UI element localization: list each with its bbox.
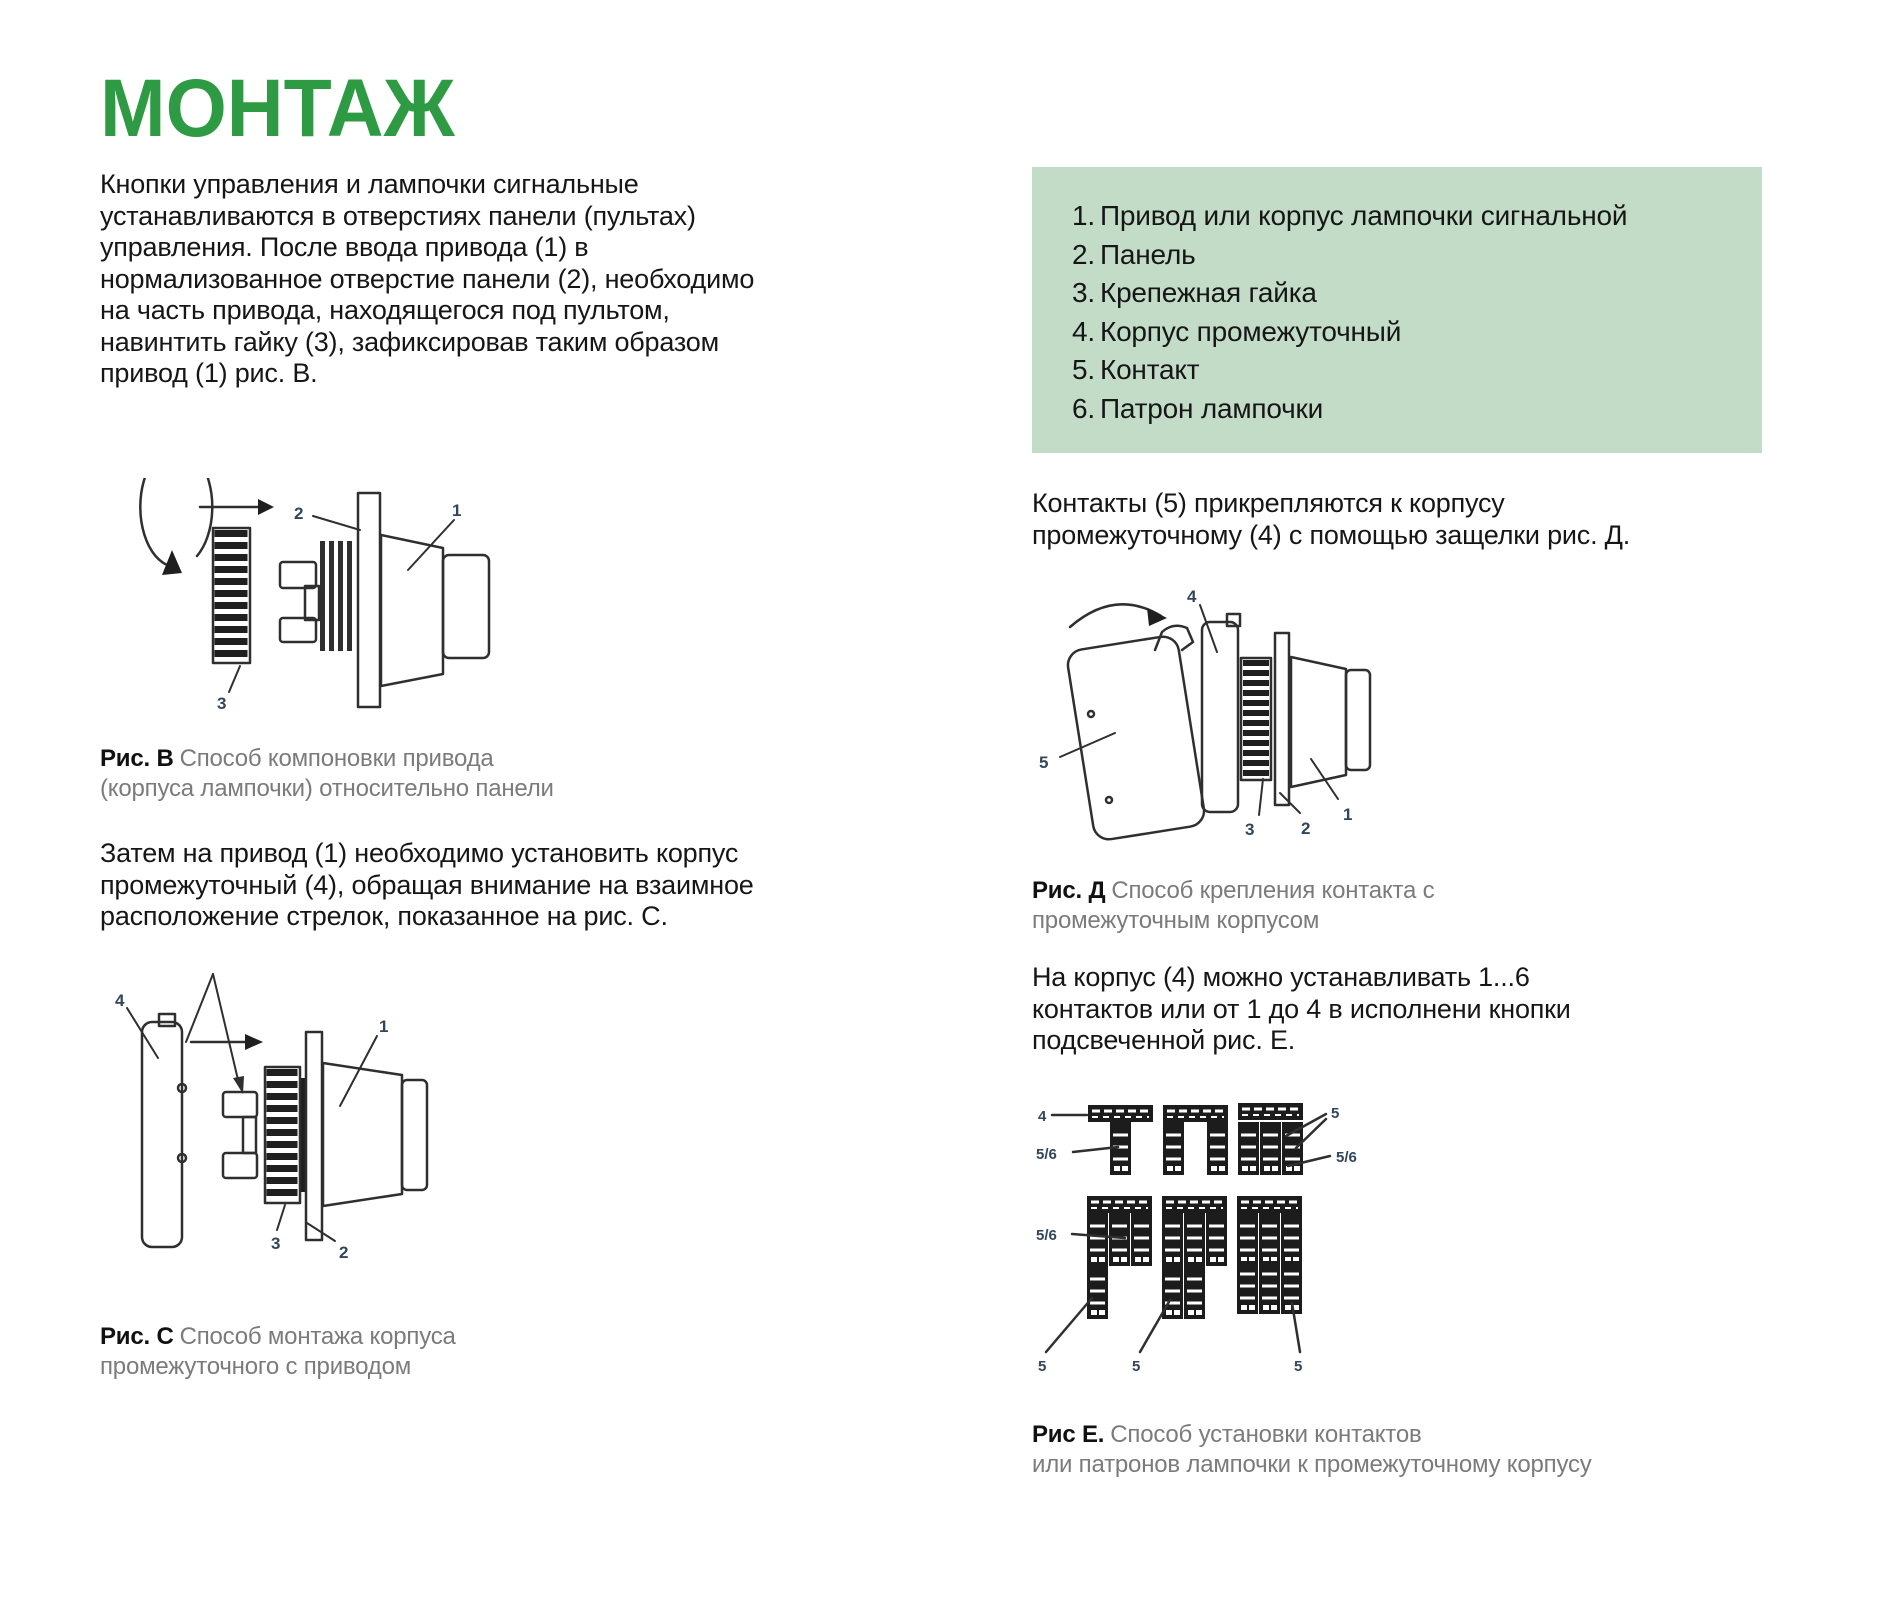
leader-line-5 (1060, 733, 1115, 757)
panel-plate (306, 1032, 322, 1240)
clip-bar (305, 586, 319, 620)
text-line: на часть привода, находящегося под пультом, (100, 295, 670, 325)
figure-e-label-5-c: 5 (1294, 1358, 1303, 1375)
figure-d-label-5: 5 (1039, 753, 1049, 772)
panel-plate (1275, 633, 1289, 805)
button-cap (1346, 670, 1370, 770)
figure-c-caption-label: Рис. C (100, 1323, 174, 1350)
clip-lower (280, 618, 316, 642)
text-line: расположение стрелок, показанное на рис. С. (100, 901, 668, 931)
figure-b-caption-text: Способ компоновки привода (179, 745, 494, 772)
actuator-body (1291, 657, 1346, 787)
figure-b-label-3: 3 (217, 694, 227, 713)
actuator-body (381, 535, 443, 686)
figure-d-label-1: 1 (1343, 805, 1353, 824)
legend-item (1072, 274, 1738, 313)
text-line: На корпус (4) можно устанавливать 1...6 (1032, 962, 1530, 992)
paragraph-step2 (100, 838, 840, 933)
latch-hook (1155, 626, 1193, 650)
figure-d-label-2: 2 (1301, 819, 1311, 838)
clip-lower (223, 1153, 257, 1178)
legend-text: Привод или корпус лампочки сигнальной (1099, 200, 1628, 231)
figure-b-caption-text2: (корпуса лампочки) относительно панели (100, 775, 554, 802)
button-cap (443, 555, 489, 658)
figure-d-caption-text: Способ крепления контакта с (1111, 877, 1435, 904)
actuator-body (323, 1063, 402, 1206)
legend-text: Корпус промежуточный (1099, 315, 1402, 347)
legend-number: 1. (1072, 200, 1095, 231)
housing-tab (159, 1014, 175, 1026)
text-line: промежуточному (4) с помощью защелки рис. Д. (1032, 519, 1631, 550)
legend-item (1072, 197, 1738, 236)
legend-item (1072, 390, 1738, 429)
figure-c-label-3: 3 (271, 1234, 281, 1253)
contact-bump (1106, 797, 1112, 803)
intermediate-housing-plate (1202, 622, 1238, 812)
figure-e-caption-text: Способ установки контактов (1110, 1421, 1422, 1448)
figure-d-caption-label: Рис. Д (1032, 877, 1106, 904)
arrowhead (245, 1034, 263, 1050)
leader-line-3 (277, 1205, 285, 1230)
text-line: Контакты (5) прикрепляются к корпусу (1032, 488, 1505, 518)
figure-c-label-2: 2 (339, 1243, 349, 1262)
contact-block (1066, 634, 1207, 841)
clip-upper (223, 1092, 257, 1117)
figure-d-label-4: 4 (1187, 587, 1197, 606)
legend-item (1072, 236, 1738, 275)
leader-line-2 (313, 516, 360, 530)
figure-e-label-56-top-left: 5/6 (1036, 1146, 1057, 1163)
text-line: Кнопки управления и лампочки сигнальные (100, 169, 639, 199)
figure-c-label-4: 4 (115, 991, 125, 1010)
figure-d-drawing (1035, 572, 1435, 872)
leader-line-5-b (1140, 1300, 1170, 1352)
figure-e-label-5-top-right: 5 (1331, 1105, 1340, 1122)
clip-upper (280, 562, 316, 588)
legend-text: Панель (1099, 238, 1196, 270)
figure-d-caption-text2: промежуточным корпусом (1032, 907, 1320, 934)
legend-item (1072, 351, 1738, 390)
figure-b-label-2: 2 (294, 504, 304, 523)
text-line: Затем на привод (1) необходимо установить корпус (100, 838, 739, 868)
legend-number: 2. (1072, 238, 1095, 270)
figure-e-caption-label: Рис Е. (1032, 1421, 1105, 1448)
text-line: управления. После ввода привода (1) в (100, 232, 589, 262)
figure-c-drawing (95, 968, 495, 1308)
button-cap (402, 1080, 427, 1190)
leader-line-1 (408, 520, 454, 570)
figure-e-label-56-bottom-left: 5/6 (1036, 1227, 1057, 1244)
text-line: подсвеченной рис. Е. (1032, 1025, 1296, 1055)
figure-b-caption (100, 744, 720, 804)
legend-number: 4. (1072, 315, 1095, 347)
page-title: МОНТАЖ (100, 63, 455, 154)
rotation-arrow-icon (140, 478, 212, 566)
contact-bump (1088, 711, 1094, 717)
figure-b-drawing (100, 478, 500, 728)
intermediate-housing-plate (142, 1022, 182, 1247)
figure-e-label-4: 4 (1038, 1108, 1047, 1125)
text-line: контактов или от 1 до 4 в исполнени кнопки (1032, 993, 1571, 1024)
text-line: промежуточный (4), обращая внимание на взаимное (100, 869, 754, 900)
paragraph-contacts (1032, 488, 1772, 551)
figure-e-label-5-b: 5 (1132, 1358, 1141, 1375)
legend-item (1072, 313, 1738, 352)
clip-bar (243, 1117, 256, 1153)
paragraph-intro (100, 169, 840, 390)
figure-e-caption-text2: или патронов лампочки к промежуточному корпусу (1032, 1451, 1592, 1478)
legend-number: 6. (1072, 392, 1095, 424)
leader-line-1 (1311, 759, 1338, 799)
legend-number: 3. (1072, 277, 1095, 308)
figure-d-label-3: 3 (1245, 820, 1255, 839)
text-line: устанавливаются в отверстиях панели (пультах) (100, 200, 696, 231)
figure-e-label-56-right: 5/6 (1336, 1149, 1357, 1166)
leader-line-3 (229, 666, 240, 692)
leader-line-3 (1259, 779, 1263, 815)
figure-e-drawing (1030, 1088, 1430, 1408)
legend-box (1032, 167, 1762, 453)
legend-text: Патрон лампочки (1099, 392, 1324, 424)
figure-b-caption-label: Рис. B (100, 745, 174, 772)
legend-text: Крепежная гайка (1099, 277, 1317, 308)
panel-plate (358, 493, 380, 707)
figure-c-label-1: 1 (379, 1017, 389, 1036)
rotation-arrowhead (1147, 608, 1167, 626)
figure-b-label-1: 1 (452, 501, 462, 520)
rotation-arrow-icon (1070, 604, 1161, 627)
figure-e-caption (1032, 1420, 1772, 1480)
pointer-line (213, 974, 239, 1084)
paragraph-mounting-count (1032, 962, 1772, 1057)
leader-line-5-a (1046, 1298, 1092, 1352)
figure-c-caption-text2: промежуточного с приводом (100, 1353, 412, 1380)
figure-d-caption (1032, 876, 1732, 936)
figure-c-caption-text: Способ монтажа корпуса (179, 1323, 456, 1350)
arrowhead (258, 499, 274, 515)
figure-e-label-5-a: 5 (1038, 1358, 1047, 1375)
legend-text: Контакт (1099, 354, 1200, 385)
text-line: нормализованное отверстие панели (2), необходимо (100, 263, 755, 294)
pointer-line (186, 974, 213, 1042)
figure-c-caption (100, 1322, 720, 1382)
text-line: навинтить гайку (3), зафиксировав таким образом (100, 326, 719, 357)
text-line: привод (1) рис. В. (100, 358, 318, 388)
legend-number: 5. (1072, 354, 1095, 385)
